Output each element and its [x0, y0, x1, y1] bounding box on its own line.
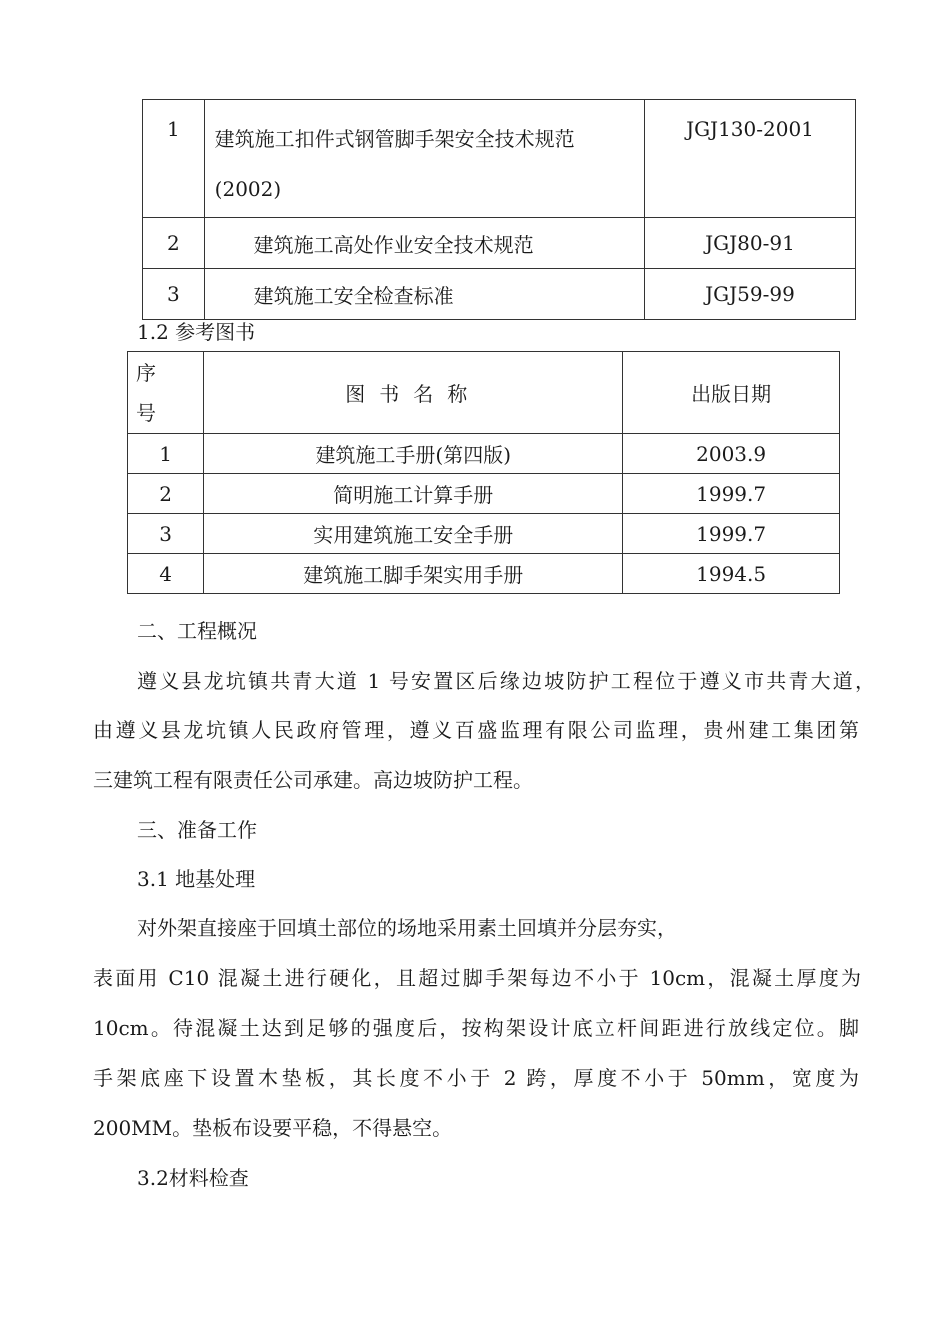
header-number: [128, 352, 204, 434]
table-row: [143, 269, 856, 320]
reference-number: 2: [128, 474, 204, 514]
table-row: [143, 100, 856, 218]
paragraph-line: 对外架直接座于回填土部位的场地采用素土回填并分层夯实，: [137, 916, 677, 940]
paragraph-line: 由遵义县龙坑镇人民政府管理，遵义百盛监理有限公司监理，贵州建工集团第: [93, 718, 859, 742]
paragraph-line: 遵义县龙坑镇共青大道 1 号安置区后缘边坡防护工程位于遵义市共青大道，: [137, 669, 875, 693]
section-heading-2: 二、工程概况: [137, 619, 257, 643]
header-number-line1: 序: [136, 360, 156, 385]
reference-date: 1994.5: [623, 554, 840, 594]
table-row: [128, 514, 840, 554]
standard-number: 2: [143, 218, 205, 269]
standard-name: 建筑施工安全检查标准: [204, 269, 644, 320]
header-title: 图书名称: [204, 352, 623, 434]
reference-date: 1999.7: [623, 474, 840, 514]
standard-code: JGJ130-2001: [644, 100, 855, 218]
table-row: [128, 554, 840, 594]
section-heading-1-2: 1.2 参考图书: [137, 320, 256, 344]
reference-date: 1999.7: [623, 514, 840, 554]
paragraph-line: 三建筑工程有限责任公司承建。高边坡防护工程。: [93, 768, 533, 792]
standard-code: JGJ59-99: [644, 269, 855, 320]
standard-name-line1: 建筑施工扣件式钢管脚手架安全技术规范: [214, 127, 575, 151]
header-number-line2: 号: [136, 400, 156, 425]
reference-date: 2003.9: [623, 434, 840, 474]
reference-number: 4: [128, 554, 204, 594]
standard-number: 3: [143, 269, 205, 320]
table-row: [128, 434, 840, 474]
table-header-row: [128, 352, 840, 434]
section-heading-3-1: 3.1 地基处理: [137, 867, 256, 891]
standard-number: 1: [143, 100, 205, 218]
reference-number: 3: [128, 514, 204, 554]
paragraph-line: 10cm。待混凝土达到足够的强度后，按构架设计底立杆间距进行放线定位。脚: [93, 1016, 859, 1040]
standard-name: 建筑施工高处作业安全技术规范: [204, 218, 644, 269]
section-heading-3-2: 3.2材料检查: [137, 1166, 249, 1190]
standards-table: [142, 99, 856, 320]
table-row: [128, 474, 840, 514]
paragraph-line: 手架底座下设置木垫板，其长度不小于 2 跨，厚度不小于 50mm，宽度为: [93, 1066, 859, 1090]
standard-code: JGJ80-91: [644, 218, 855, 269]
table-row: [143, 218, 856, 269]
references-table: [127, 351, 840, 594]
reference-title: 实用建筑施工安全手册: [204, 514, 623, 554]
reference-title: 简明施工计算手册: [204, 474, 623, 514]
paragraph-line: 表面用 C10 混凝土进行硬化，且超过脚手架每边不小于 10cm，混凝土厚度为: [93, 966, 861, 990]
header-date: 出版日期: [623, 352, 840, 434]
reference-number: 1: [128, 434, 204, 474]
reference-title: 建筑施工脚手架实用手册: [204, 554, 623, 594]
paragraph-line: 200MM。垫板布设要平稳，不得悬空。: [93, 1116, 453, 1140]
reference-title: 建筑施工手册(第四版): [204, 434, 623, 474]
standard-name-line2: (2002): [214, 177, 282, 201]
standard-name: [204, 100, 644, 218]
section-heading-3: 三、准备工作: [137, 818, 257, 842]
